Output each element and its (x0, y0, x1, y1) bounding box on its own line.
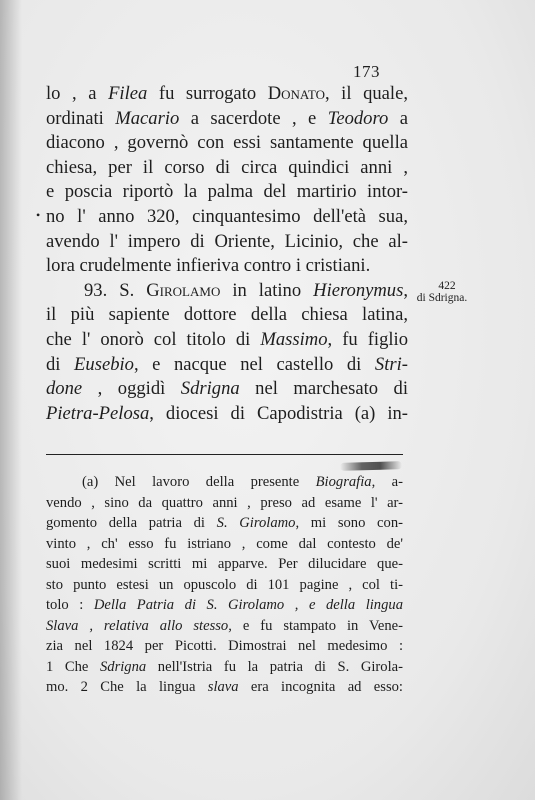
footnote-line: zia nel 1824 per Picotti. Dimostrai nel medesimo : (46, 638, 403, 654)
footnote-separator (46, 454, 403, 455)
text-line: il più sapiente dottore della chiesa latina, (46, 304, 408, 326)
text-line: lo , a Filea fu surrogato Donato, il quale, (46, 83, 408, 104)
footnote-line: sto punto estesi un opuscolo di 101 pagine , col ti- (46, 576, 403, 593)
text-line: diacono , governò con essi santamente quella (46, 132, 408, 154)
text-line: e poscia riportò la palma del martirio intor- (46, 181, 408, 203)
footnote-line: 1 Che Sdrigna nell'Istria fu la patria di S. Girola- (46, 658, 403, 675)
text-line: ordinati Macario a sacerdote , e Teodoro a (46, 107, 408, 129)
text-line: chiesa, per il corso di circa quindici anni , (46, 156, 408, 178)
footnote-line: vinto , ch' esso fu istriano , come dal contesto de' (46, 535, 403, 552)
ink-smudge (340, 461, 402, 471)
footnote-line: mo. 2 Che la lingua slava era incognita ad esso: (46, 679, 403, 695)
footnote (46, 472, 403, 698)
main-text (46, 82, 408, 426)
text-line: done , oggidì Sdrigna nel marchesato di (46, 378, 408, 400)
footnote-line: (a) Nel lavoro della presente Biografia, a- (82, 474, 403, 490)
footnote-line: tolo : Della Patria di S. Girolamo , e della lingua (46, 597, 403, 613)
side-mark: • (36, 208, 41, 222)
text-line: di Eusebio, e nacque nel castello di Stri- (46, 353, 408, 375)
text-line: Pietra-Pelosa, diocesi di Capodistria (a) in- (46, 402, 408, 424)
footnote-line: vendo , sino da quattro anni , preso ad esame l' ar- (46, 494, 403, 511)
text-line: 93. S. Girolamo in latino Hieronymus, (84, 279, 408, 301)
footnote-line: gomento della patria di S. Girolamo, mi sono con- (46, 515, 403, 531)
footnote-line: suoi medesimi scritti mi apparve. Per dilucidare que- (46, 556, 403, 572)
margin-note-text: di Sdrigna. (416, 292, 468, 304)
margin-note-number: 422 (438, 280, 456, 292)
spine-shadow (0, 0, 22, 800)
text-line: che l' onorò col titolo di Massimo, fu figlio (46, 328, 409, 350)
page-number: 173 (353, 62, 380, 81)
text-line: avendo l' impero di Oriente, Licinio, che al- (46, 230, 408, 252)
footnote-line: Slava , relativa allo stesso, e fu stampato in Vene- (46, 617, 403, 634)
margin-note (414, 280, 470, 304)
text-line: no l' anno 320, cinquantesimo dell'età sua, (46, 205, 408, 227)
text-line: lora crudelmente infieriva contro i cristiani. (46, 255, 371, 277)
